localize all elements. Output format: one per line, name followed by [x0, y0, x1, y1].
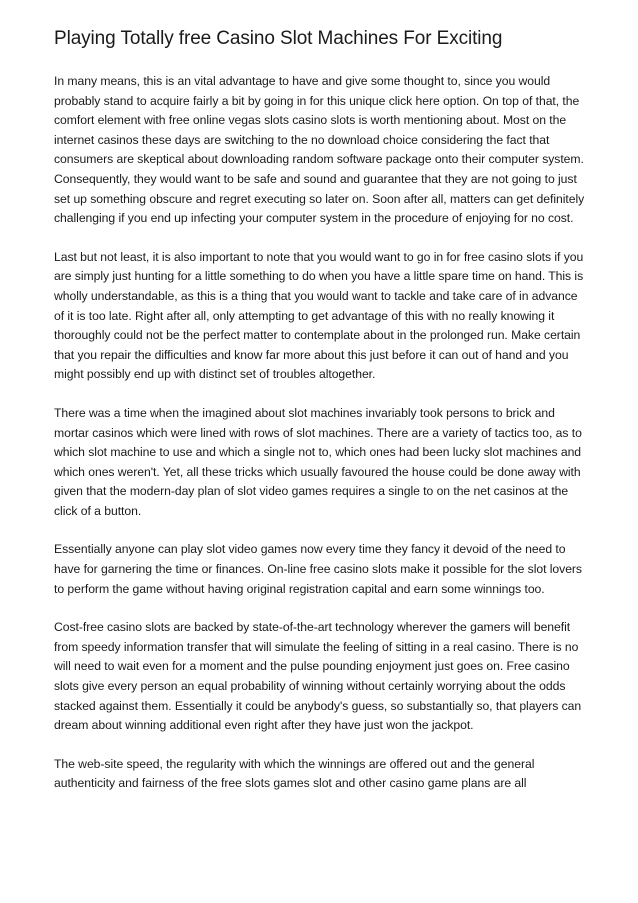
document-page [54, 26, 590, 813]
document-title: Playing Totally free Casino Slot Machines For Exciting [54, 28, 503, 49]
paragraph-3: There was a time when the imagined about slot machines invariably took persons to brick and mortar casinos which were lined with rows of slot machines. There are a variety of tactics too, as to which slot machine to use and which a single not to, which ones had been lucky slot machines and which ones weren't. Yet, all these tricks which usually favoured the house could be done away with given that the modern-day plan of slot video games requires a single to on the net casinos at the click of a button. [54, 405, 582, 518]
paragraph-2: Last but not least, it is also important to note that you would want to go in for free casino slots if you are simply just hunting for a little something to do when you have a little spare time on hand. This is wholly understandable, as this is a thing that you would want to tackle and take care of in advance of it is too late. Right after all, only attempting to get advantage of this with no really knowing it thoroughly could not be the perfect matter to contemplate about in the prolonged run. Make certain that you repair the difficulties and know far more about this just before it can out of hand and you might possibly end up with distinct set of troubles altogether. [54, 249, 584, 382]
paragraph-1: In many means, this is an vital advantage to have and give some thought to, since you would probably stand to acquire fairly a bit by going in for this unique click here option. On top of that, the comfort element with free online vegas slots casino slots is worth mentioning about. Most on the internet casinos these days are switching to the no download choice considering the fact that consumers are skeptical about downloading random software package onto their computer system. Consequently, they would want to be safe and sound and guarantee that they are not going to just set up something obscure and regret executing so later on. Soon after all, matters can get definitely challenging if you end up infecting your computer system in the procedure of enjoying for no cost. [54, 74, 585, 226]
paragraph-6: The web-site speed, the regularity with which the winnings are offered out and the general authenticity and fairness of the free slots games slot and other casino game plans are all [54, 756, 535, 791]
paragraph-5: Cost-free casino slots are backed by state-of-the-art technology wherever the gamers will benefit from speedy information transfer that will simulate the feeling of sitting in a real casino. There is no will need to wait even for a moment and the pulse pounding enjoyment just goes on. Free casino slots give every person an equal probability of winning without certainly worrying about the odds stacked against them. Essentially it could be anybody's guess, so substantially so, that players can dream about winning additional even right after they have just won the jackpot. [54, 620, 582, 733]
paragraph-4: Essentially anyone can play slot video games now every time they fancy it devoid of the need to have for garnering the time or finances. On-line free casino slots make it possible for the slot lovers to perform the game without having original registration capital and earn some winnings too. [54, 542, 582, 596]
